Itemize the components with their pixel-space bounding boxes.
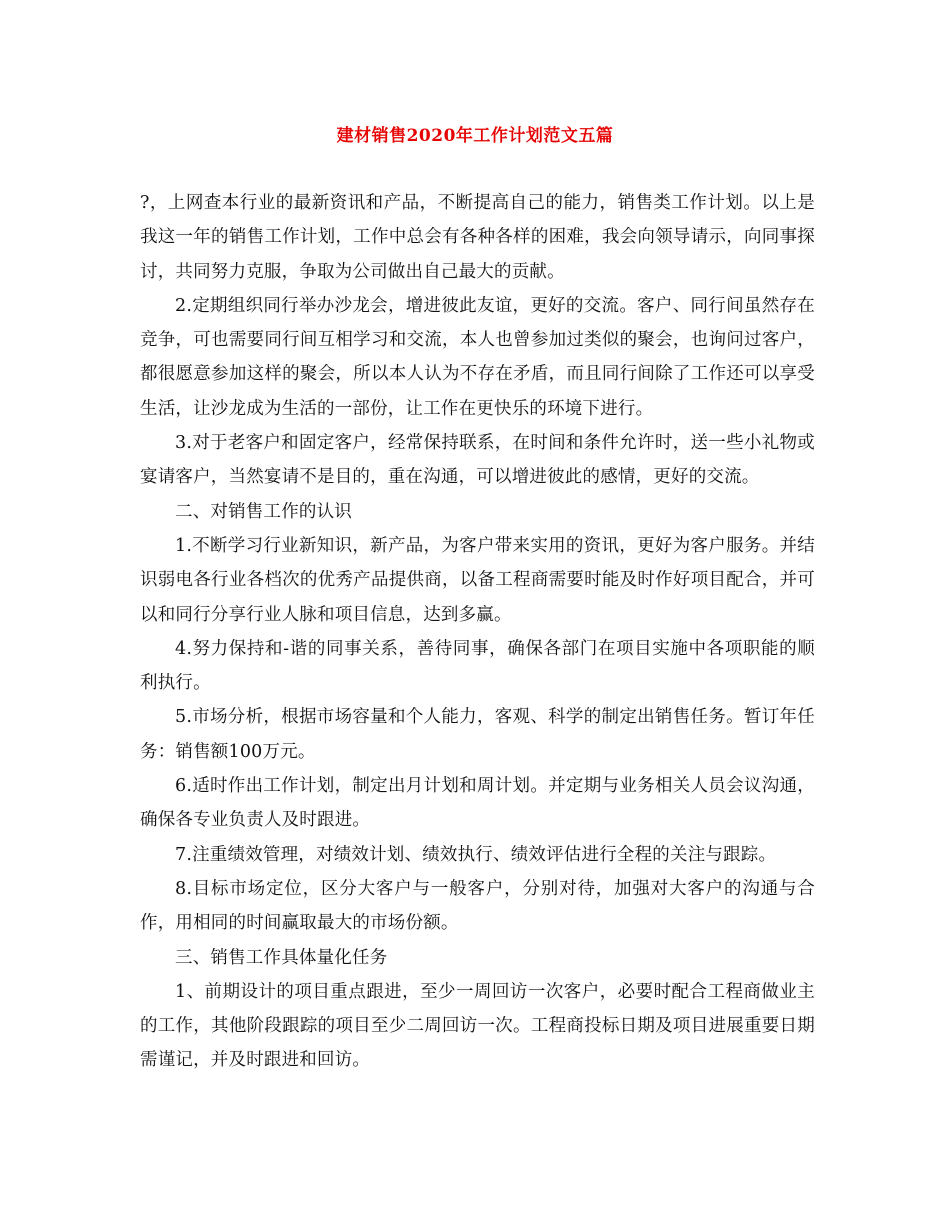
paragraph-item-2: 2.定期组织同行举办沙龙会，增进彼此友谊，更好的交流。客户、同行间虽然存在竞争，可也需要同行间互相学习和交流，本人也曾参加过类似的聚会，也询问过客户，都很愿意参加这样的聚会，所以本人认为不存在矛盾，而且同行间除了工作还可以享受生活，让沙龙成为生活的一部份，让工作在更快乐的环境下进行。 (140, 295, 815, 419)
section-heading-3: 三、销售工作具体量化任务 (175, 947, 388, 968)
paragraph-item-1: 1.不断学习行业新知识，新产品，为客户带来实用的资讯，更好为客户服务。并结识弱电各行业各档次的优秀产品提供商，以备工程商需要时能及时作好项目配合，并可以和同行分享行业人脉和项目信息，达到多赢。 (140, 535, 815, 625)
paragraph-item-6: 6.适时作出工作计划，制定出月计划和周计划。并定期与业务相关人员会议沟通，确保各专业负责人及时跟进。 (140, 776, 815, 831)
section-heading-2: 二、对销售工作的认识 (175, 501, 352, 522)
paragraph-item-3: 3.对于老客户和固定客户，经常保持联系，在时间和条件允许时，送一些小礼物或宴请客户，当然宴请不是目的，重在沟通，可以增进彼此的感情，更好的交流。 (140, 433, 815, 488)
paragraph-item-8: 8.目标市场定位，区分大客户与一般客户，分别对待，加强对大客户的沟通与合作，用相同的时间赢取最大的市场份额。 (140, 878, 815, 934)
paragraph-quantified-task-1: 1、前期设计的项目重点跟进，至少一周回访一次客户，必要时配合工程商做业主的工作，其他阶段跟踪的项目至少二周回访一次。工程商投标日期及项目进展重要日期需谨记，并及时跟进和回访。 (140, 981, 815, 1071)
document-title: 建材销售2020年工作计划范文五篇 (336, 126, 614, 146)
paragraph-continuation: ?，上网查本行业的最新资讯和产品，不断提高自己的能力，销售类工作计划。以上是我这一年的销售工作计划，工作中总会有各种各样的困难，我会向领导请示，向同事探讨，共同努力克服，争取为公司做出自己最大的贡献。 (140, 193, 815, 282)
document-body (140, 186, 815, 1078)
paragraph-item-4: 4.努力保持和-谐的同事关系，善待同事，确保各部门在项目实施中各项职能的顺利执行。 (140, 638, 815, 694)
paragraph-item-5: 5.市场分析，根据市场容量和个人能力，客观、科学的制定出销售任务。暂订年任务：销售额100万元。 (140, 707, 815, 762)
paragraph-item-7: 7.注重绩效管理，对绩效计划、绩效执行、绩效评估进行全程的关注与跟踪。 (175, 844, 777, 865)
